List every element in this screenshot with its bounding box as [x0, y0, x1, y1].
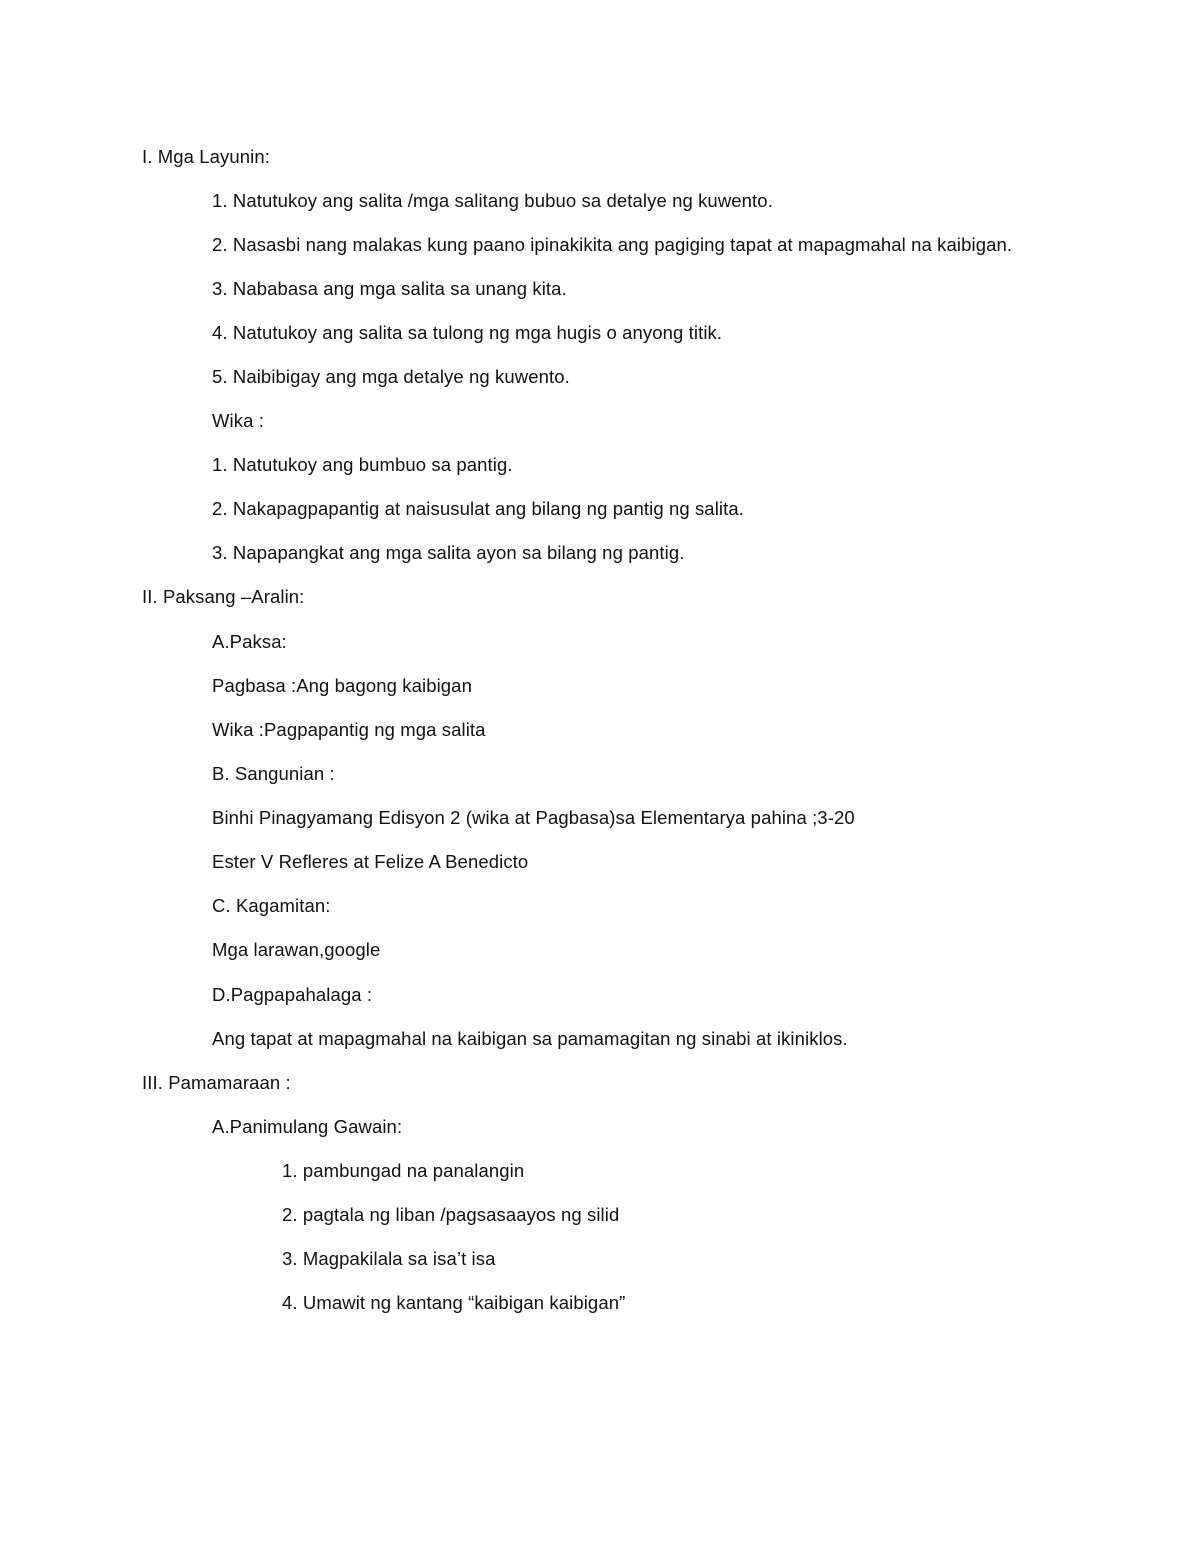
subheading-panimulang-gawain: A.Panimulang Gawain: — [212, 1116, 403, 1137]
objective-item: 1. Natutukoy ang salita /mga salitang bubuo sa detalye ng kuwento. — [212, 190, 773, 211]
pagpapahalaga-value: Ang tapat at mapagmahal na kaibigan sa pamamagitan ng sinabi at ikiniklos. — [212, 1028, 848, 1049]
subheading-wika: Wika : — [212, 410, 264, 431]
wika-item: 3. Napapangkat ang mga salita ayon sa bilang ng pantig. — [212, 542, 685, 563]
gawain-item: 1. pambungad na panalangin — [282, 1160, 525, 1181]
section-heading-layunin: I. Mga Layunin: — [142, 146, 270, 167]
kagamitan-value: Mga larawan,google — [212, 939, 381, 960]
reference-book: Binhi Pinagyamang Edisyon 2 (wika at Pagbasa)sa Elementarya pahina ;3-20 — [212, 807, 855, 828]
wika-item: 2. Nakapagpapantig at naisusulat ang bilang ng pantig ng salita. — [212, 498, 744, 519]
objective-item: 5. Naibibigay ang mga detalye ng kuwento. — [212, 366, 570, 387]
gawain-item: 3. Magpakilala sa isa’t isa — [282, 1248, 496, 1269]
section-heading-paksang-aralin: II. Paksang –Aralin: — [142, 586, 305, 607]
subheading-kagamitan: C. Kagamitan: — [212, 895, 331, 916]
subheading-sangunian: B. Sangunian : — [212, 763, 335, 784]
gawain-item: 2. pagtala ng liban /pagsasaayos ng silid — [282, 1204, 620, 1225]
paksa-wika: Wika :Pagpapantig ng mga salita — [212, 719, 486, 740]
subheading-paksa: A.Paksa: — [212, 631, 287, 652]
objective-item: 3. Nababasa ang mga salita sa unang kita. — [212, 278, 567, 299]
objective-item: 4. Natutukoy ang salita sa tulong ng mga hugis o anyong titik. — [212, 322, 723, 343]
paksa-pagbasa: Pagbasa :Ang bagong kaibigan — [212, 675, 472, 696]
wika-item: 1. Natutukoy ang bumbuo sa pantig. — [212, 454, 513, 475]
reference-authors: Ester V Reﬂeres at Felize A Benedicto — [212, 851, 529, 872]
objective-item: 2. Nasasbi nang malakas kung paano ipinakikita ang pagiging tapat at mapagmahal na kaibigan. — [212, 234, 1013, 255]
subheading-pagpapahalaga: D.Pagpapahalaga : — [212, 984, 373, 1005]
gawain-item: 4. Umawit ng kantang “kaibigan kaibigan” — [282, 1292, 626, 1313]
section-heading-pamamaraan: III. Pamamaraan : — [142, 1072, 291, 1093]
